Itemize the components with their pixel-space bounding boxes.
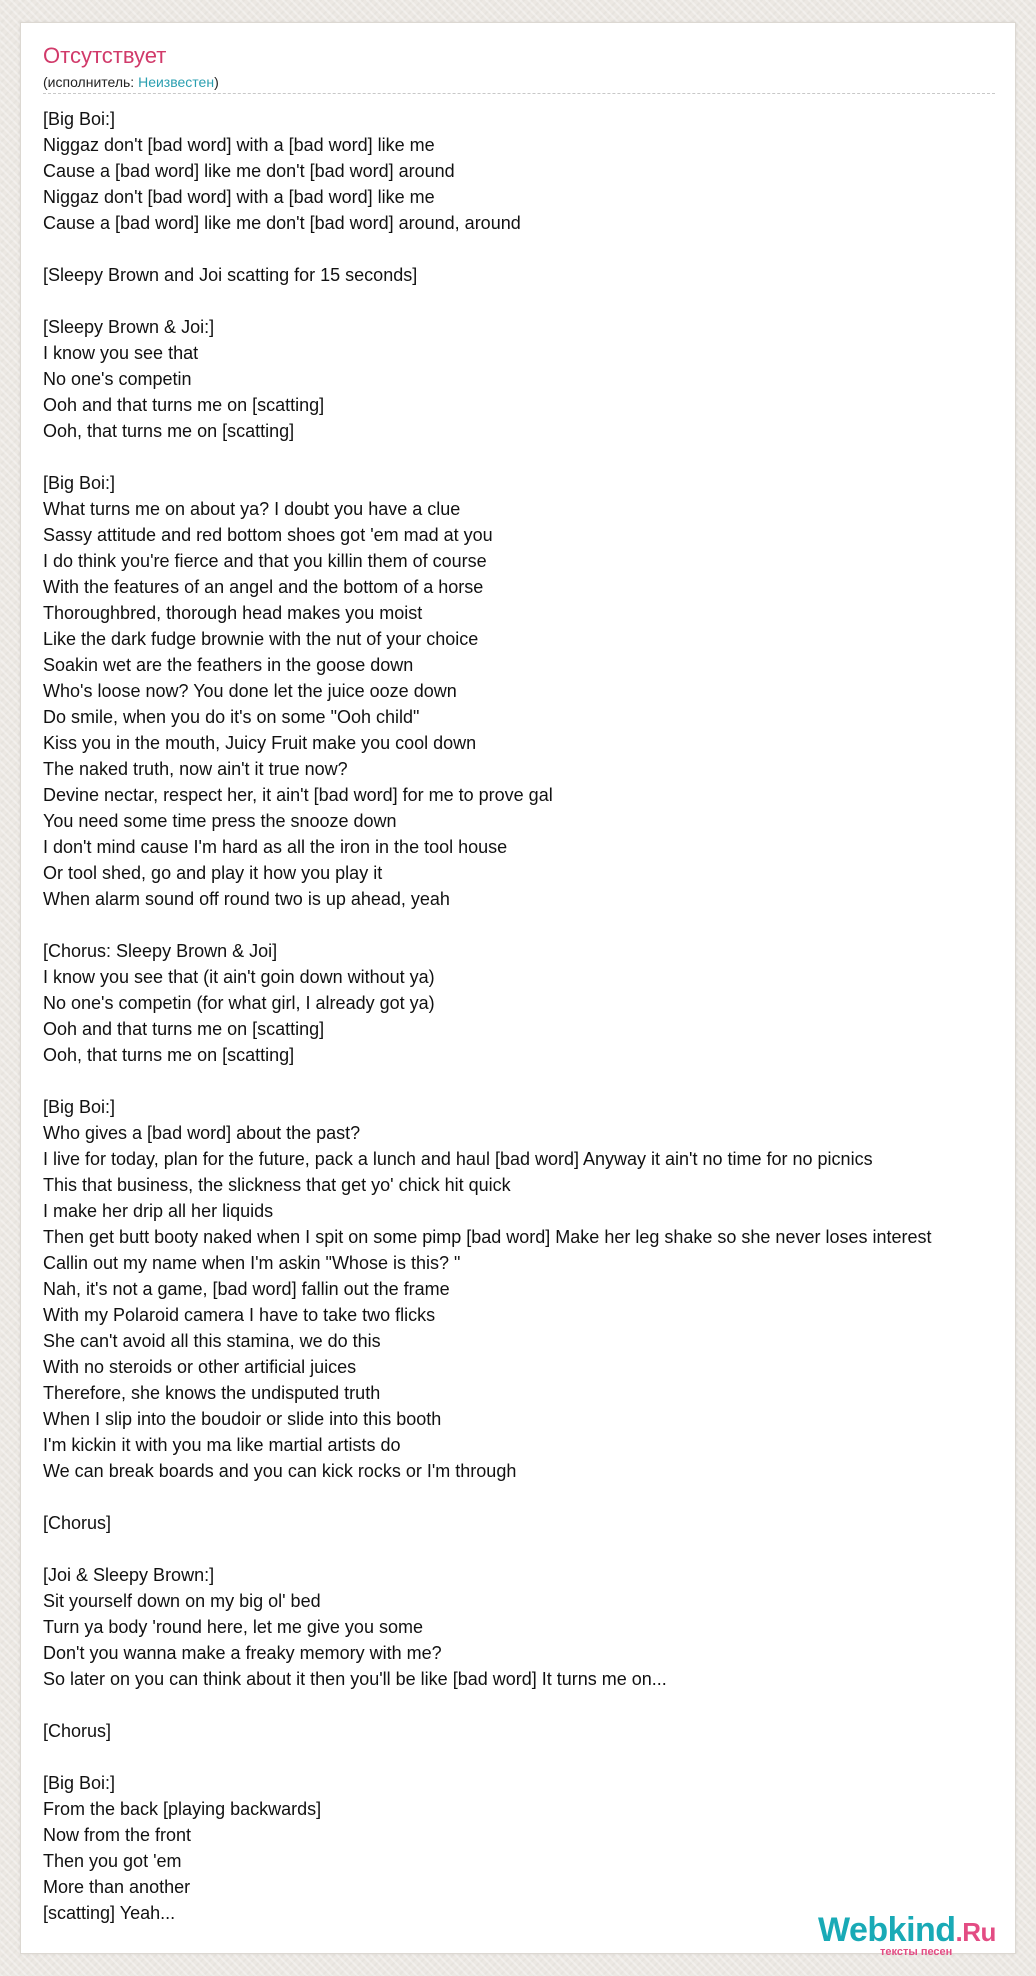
lyric-blank-line xyxy=(43,1692,1036,1718)
lyric-line: The naked truth, now ain't it true now? xyxy=(43,759,348,779)
lyric-blank-line xyxy=(43,1744,1036,1770)
lyric-line: No one's competin (for what girl, I already got ya) xyxy=(43,993,435,1013)
lyric-line: Ooh, that turns me on [scatting] xyxy=(43,421,295,441)
lyric-line: [Sleepy Brown & Joi:] xyxy=(43,317,215,337)
lyric-line: [Chorus: Sleepy Brown & Joi] xyxy=(43,941,278,961)
lyric-line: Thoroughbred, thorough head makes you moist xyxy=(43,603,423,623)
artist-suffix: ) xyxy=(214,74,219,90)
lyric-line: With no steroids or other artificial juices xyxy=(43,1357,357,1377)
lyric-blank-line xyxy=(43,1536,1036,1562)
lyric-blank-line xyxy=(43,288,1036,314)
lyric-line: I know you see that (it ain't goin down without ya) xyxy=(43,967,435,987)
lyric-line: I don't mind cause I'm hard as all the iron in the tool house xyxy=(43,837,508,857)
lyric-line: Cause a [bad word] like me don't [bad word] around xyxy=(43,161,455,181)
lyric-line: Then you got 'em xyxy=(43,1851,182,1871)
lyric-line: Kiss you in the mouth, Juicy Fruit make you cool down xyxy=(43,733,477,753)
lyric-line: She can't avoid all this stamina, we do this xyxy=(43,1331,381,1351)
lyric-line: Ooh, that turns me on [scatting] xyxy=(43,1045,295,1065)
artist-prefix: (исполнитель: xyxy=(43,74,139,90)
lyric-blank-line xyxy=(43,1068,1036,1094)
lyric-line: [scatting] Yeah... xyxy=(43,1903,176,1923)
lyric-blank-line xyxy=(43,1484,1036,1510)
lyric-line: Or tool shed, go and play it how you play it xyxy=(43,863,383,883)
lyric-line: We can break boards and you can kick rocks or I'm through xyxy=(43,1461,517,1481)
song-title: Отсутствует xyxy=(43,43,167,68)
lyric-line: From the back [playing backwards] xyxy=(43,1799,322,1819)
artist-line xyxy=(43,73,219,91)
lyric-line: I make her drip all her liquids xyxy=(43,1201,274,1221)
lyric-line: Niggaz don't [bad word] with a [bad word] like me xyxy=(43,187,435,207)
lyric-line: I do think you're fierce and that you killin them of course xyxy=(43,551,487,571)
lyric-line: What turns me on about ya? I doubt you have a clue xyxy=(43,499,461,519)
lyric-line: I know you see that xyxy=(43,343,199,363)
lyric-line: Devine nectar, respect her, it ain't [bad word] for me to prove gal xyxy=(43,785,553,805)
lyric-line: Do smile, when you do it's on some "Ooh child" xyxy=(43,707,420,727)
title-divider xyxy=(43,93,995,94)
lyrics-page xyxy=(20,22,1016,1954)
lyric-blank-line xyxy=(43,444,1036,470)
lyric-line: Sassy attitude and red bottom shoes got 'em mad at you xyxy=(43,525,493,545)
lyric-line: When I slip into the boudoir or slide into this booth xyxy=(43,1409,442,1429)
lyric-line: [Chorus] xyxy=(43,1721,112,1741)
lyric-line: With the features of an angel and the bottom of a horse xyxy=(43,577,484,597)
lyric-line: [Big Boi:] xyxy=(43,473,116,493)
lyric-line: Niggaz don't [bad word] with a [bad word] like me xyxy=(43,135,435,155)
lyric-line: More than another xyxy=(43,1877,191,1897)
lyric-line: [Chorus] xyxy=(43,1513,112,1533)
lyric-line: [Sleepy Brown and Joi scatting for 15 seconds] xyxy=(43,265,418,285)
logo-tld: .Ru xyxy=(955,1917,996,1947)
lyric-line: When alarm sound off round two is up ahead, yeah xyxy=(43,889,450,909)
lyric-line: Ooh and that turns me on [scatting] xyxy=(43,1019,325,1039)
lyric-line: This that business, the slickness that get yo' chick hit quick xyxy=(43,1175,511,1195)
lyric-line: [Big Boi:] xyxy=(43,109,116,129)
artist-link[interactable]: Неизвестен xyxy=(138,74,215,90)
lyric-line: Soakin wet are the feathers in the goose down xyxy=(43,655,414,675)
lyric-line: Who's loose now? You done let the juice ooze down xyxy=(43,681,457,701)
lyric-line: [Joi & Sleepy Brown:] xyxy=(43,1565,215,1585)
logo-main-text: Webkind xyxy=(818,1911,956,1949)
lyric-line: Nah, it's not a game, [bad word] fallin out the frame xyxy=(43,1279,450,1299)
lyric-line: Turn ya body 'round here, let me give you some xyxy=(43,1617,423,1637)
lyrics-body xyxy=(43,106,1036,1926)
lyric-line: Don't you wanna make a freaky memory with me? xyxy=(43,1643,442,1663)
lyric-line: [Big Boi:] xyxy=(43,1773,116,1793)
lyric-line: Callin out my name when I'm askin "Whose is this? " xyxy=(43,1253,461,1273)
lyric-line: With my Polaroid camera I have to take two flicks xyxy=(43,1305,436,1325)
lyric-line: Now from the front xyxy=(43,1825,192,1845)
lyric-line: Who gives a [bad word] about the past? xyxy=(43,1123,361,1143)
lyric-line: Therefore, she knows the undisputed truth xyxy=(43,1383,381,1403)
lyric-line: You need some time press the snooze down xyxy=(43,811,397,831)
lyric-line: Ooh and that turns me on [scatting] xyxy=(43,395,325,415)
lyric-line: Cause a [bad word] like me don't [bad word] around, around xyxy=(43,213,521,233)
lyric-line: Then get butt booty naked when I spit on some pimp [bad word] Make her leg shake so she never loses interest xyxy=(43,1227,932,1247)
lyric-blank-line xyxy=(43,912,1036,938)
lyric-line: So later on you can think about it then you'll be like [bad word] It turns me on... xyxy=(43,1669,667,1689)
logo-tagline: тексты песен xyxy=(880,1946,953,1958)
lyric-blank-line xyxy=(43,236,1036,262)
lyric-line: I'm kickin it with you ma like martial artists do xyxy=(43,1435,401,1455)
webkind-logo[interactable] xyxy=(818,1910,1008,1960)
lyric-line: Sit yourself down on my big ol' bed xyxy=(43,1591,321,1611)
lyric-line: Like the dark fudge brownie with the nut of your choice xyxy=(43,629,479,649)
lyric-line: No one's competin xyxy=(43,369,192,389)
lyric-line: [Big Boi:] xyxy=(43,1097,116,1117)
lyric-line: I live for today, plan for the future, pack a lunch and haul [bad word] Anyway it ain't no time for no picnics xyxy=(43,1149,873,1169)
